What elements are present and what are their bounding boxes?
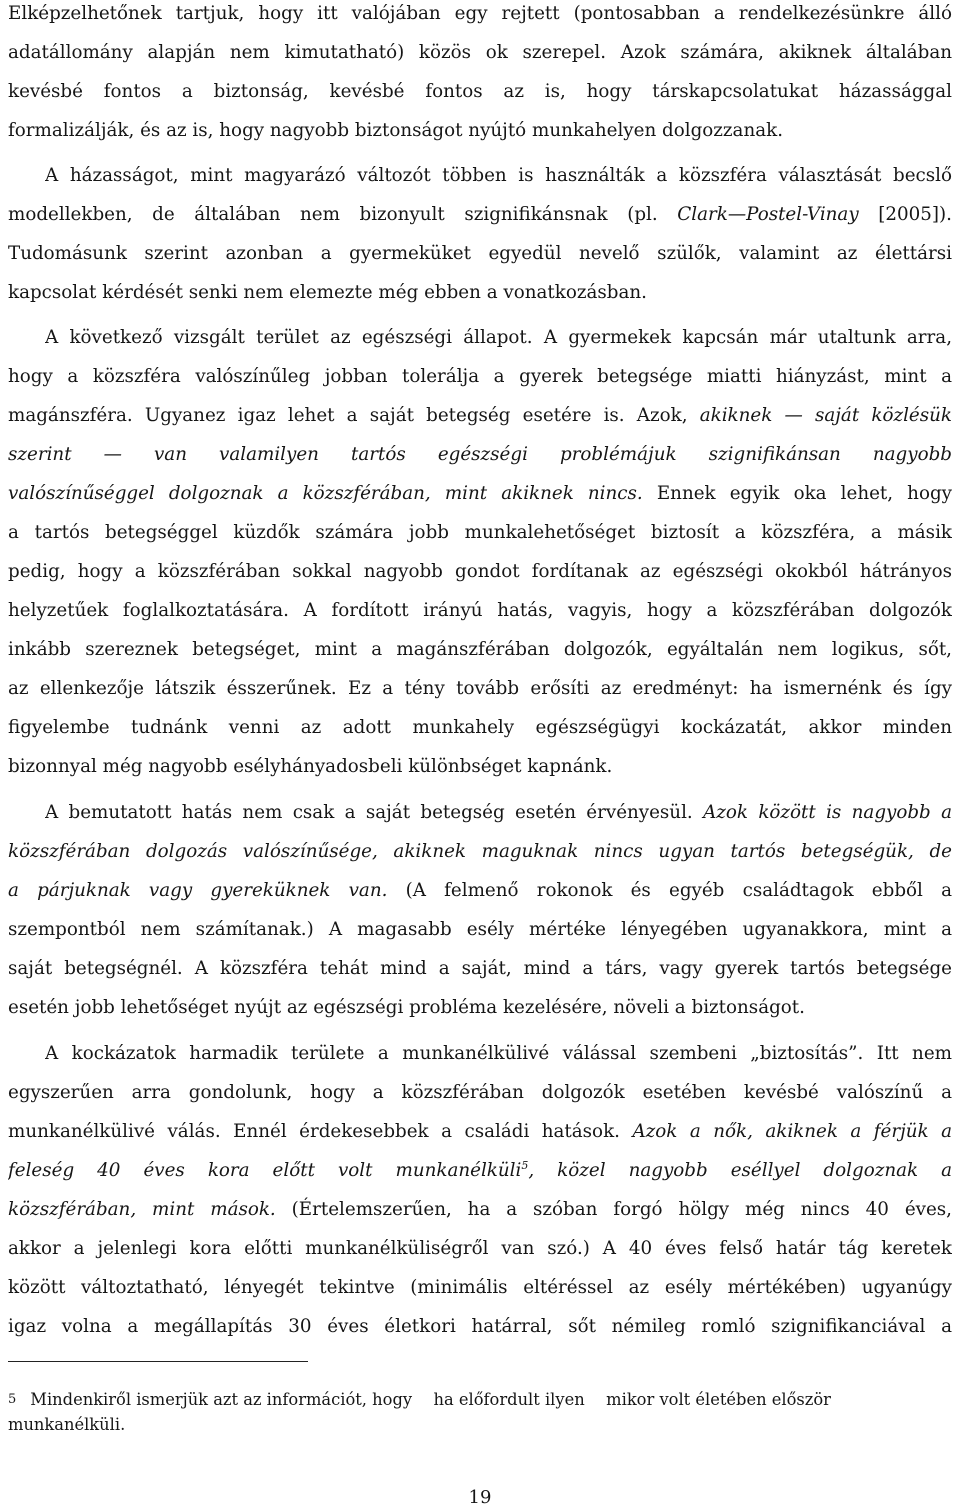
footnote-number: 5 — [8, 1392, 17, 1407]
text-segment: A bemutatott hatás nem csak a saját betegség esetén érvényesül. — [45, 802, 704, 823]
text-line: bizonnyal még nagyobb esélyhányadosbeli különbséget kapnánk. — [8, 756, 613, 777]
italic-segment: Azok a nők, akiknek a férjük a — [632, 1121, 952, 1142]
text-line: szempontból nem számítanak.) A magasabb esély mértéke lényegében ugyanakkora, mint a — [8, 919, 952, 940]
text-line: A következő vizsgált terület az egészségi állapot. A gyermekek kapcsán már utaltunk arra, — [45, 327, 952, 348]
italic-segment: , közel nagyobb eséllyel dolgoznak a — [528, 1160, 952, 1181]
text-line: adatállomány alapján nem kimutatható) közös ok szerepel. Azok számára, akiknek általában — [8, 42, 952, 63]
text-line: saját betegségnél. A közszféra tehát mind a saját, mind a társ, vagy gyerek tartós betegsége — [8, 958, 952, 979]
text-segment: munkanélkülivé válás. Ennél érdekesebbek a családi hatások. — [8, 1121, 633, 1142]
italic-segment: valószínűséggel dolgoznak a közszférában, mint akiknek nincs. — [8, 483, 643, 504]
text-line: akkor a jelenlegi kora előtti munkanélküliségről van szó.) A 40 éves felső határ tág keretek — [8, 1238, 952, 1259]
text-line: helyzetűek foglalkoztatására. A fordított irányú hatás, vagyis, hogy a közszférában dolgozók — [8, 600, 952, 621]
text-line — [45, 800, 952, 826]
text-line: közszférában dolgozás valószínűsége, akiknek maguknak nincs ugyan tartós betegségük, de — [8, 841, 952, 862]
italic-segment: akiknek — saját közlésük — [699, 405, 952, 426]
text-line: A kockázatok harmadik területe a munkanélkülivé válással szembeni „biztosítás”. Itt nem — [45, 1043, 952, 1064]
italic-segment: közszférában, mint mások. — [8, 1199, 276, 1220]
text-line: a tartós betegséggel küzdők számára jobb munkalehetőséget biztosít a közszféra, a másik — [8, 522, 952, 543]
italic-segment: feleség 40 éves kora előtt volt munkanélküli — [8, 1160, 522, 1181]
footnote-text: Mindenkiről ismerjük azt az információt, hogy ha előfordult ilyen mikor volt életében először — [30, 1390, 831, 1409]
italic-segment: a párjuknak vagy gyereküknek van. — [8, 880, 388, 901]
text-line: inkább szereznek betegséget, mint a magánszférában dolgozók, egyáltalán nem logikus, sőt, — [8, 639, 952, 660]
text-line: egyszerűen arra gondolunk, hogy a közszférában dolgozók esetében kevésbé valószínű a — [8, 1082, 952, 1103]
text-line — [8, 1197, 952, 1223]
text-line: igaz volna a megállapítás 30 éves életkori határral, sőt némileg romló szignifikanciával a — [8, 1316, 952, 1337]
text-line — [8, 481, 952, 507]
footnote-line: munkanélküli. — [8, 1415, 126, 1434]
text-line: formalizálják, és az is, hogy nagyobb biztonságot nyújtó munkahelyen dolgozzanak. — [8, 120, 784, 141]
text-segment: (Értelemszerűen, ha a szóban forgó hölgy még nincs 40 éves, — [275, 1199, 952, 1220]
text-line: Elképzelhetőnek tartjuk, hogy itt valójában egy rejtett (pontosabban a rendelkezésünkre álló — [8, 3, 952, 24]
text-line: kevésbé fontos a biztonság, kevésbé fontos az is, hogy társkapcsolatukat házassággal — [8, 81, 952, 102]
text-segment: modellekben, de általában nem bizonyult szignifikánsnak (pl. — [8, 204, 678, 225]
text-line: Tudomásunk szerint azonban a gyermeküket egyedül nevelő szülők, valamint az élettársi — [8, 243, 952, 264]
text-line: az ellenkezője látszik ésszerűnek. Ez a tény tovább erősíti az eredményt: ha ismernénk és így — [8, 678, 952, 699]
text-line — [8, 202, 952, 228]
page-number: 19 — [468, 1487, 492, 1508]
text-line: szerint — van valamilyen tartós egészségi problémájuk szignifikánsan nagyobb — [8, 444, 952, 465]
text-line: hogy a közszféra valószínűleg jobban tolerálja a gyerek betegsége miatti hiányzást, mint a — [8, 366, 952, 387]
text-segment: [2005]). — [858, 204, 952, 225]
footnote-separator — [8, 1361, 308, 1362]
text-line — [8, 878, 952, 904]
text-line — [8, 1158, 952, 1184]
text-line: kapcsolat kérdését senki nem elemezte még ebben a vonatkozásban. — [8, 282, 647, 303]
text-line: között változtatható, lényegét tekintve (minimális eltéréssel az esély mértékében) ugyanúgy — [8, 1277, 952, 1298]
text-line: pedig, hogy a közszférában sokkal nagyobb gondot fordítanak az egészségi okokból hátrányos — [8, 561, 952, 582]
text-segment: magánszféra. Ugyanez igaz lehet a saját betegség esetére is. Azok, — [8, 405, 700, 426]
footnote-line — [8, 1389, 952, 1411]
footnote-reference[interactable]: 5 — [521, 1159, 529, 1172]
citation: Clark—Postel-Vinay — [677, 204, 859, 225]
text-line — [8, 1119, 952, 1145]
text-line: A házasságot, mint magyarázó változót többen is használták a közszféra választását becslő — [45, 165, 952, 186]
text-segment: (A felmenő rokonok és egyéb családtagok ebből a — [387, 880, 952, 901]
text-line: esetén jobb lehetőséget nyújt az egészségi probléma kezelésére, növeli a biztonságot. — [8, 997, 805, 1018]
text-line: figyelembe tudnánk venni az adott munkahely egészségügyi kockázatát, akkor minden — [8, 717, 952, 738]
text-line — [8, 403, 952, 429]
italic-segment: Azok között is nagyobb a — [703, 802, 952, 823]
text-segment: Ennek egyik oka lehet, hogy — [642, 483, 952, 504]
